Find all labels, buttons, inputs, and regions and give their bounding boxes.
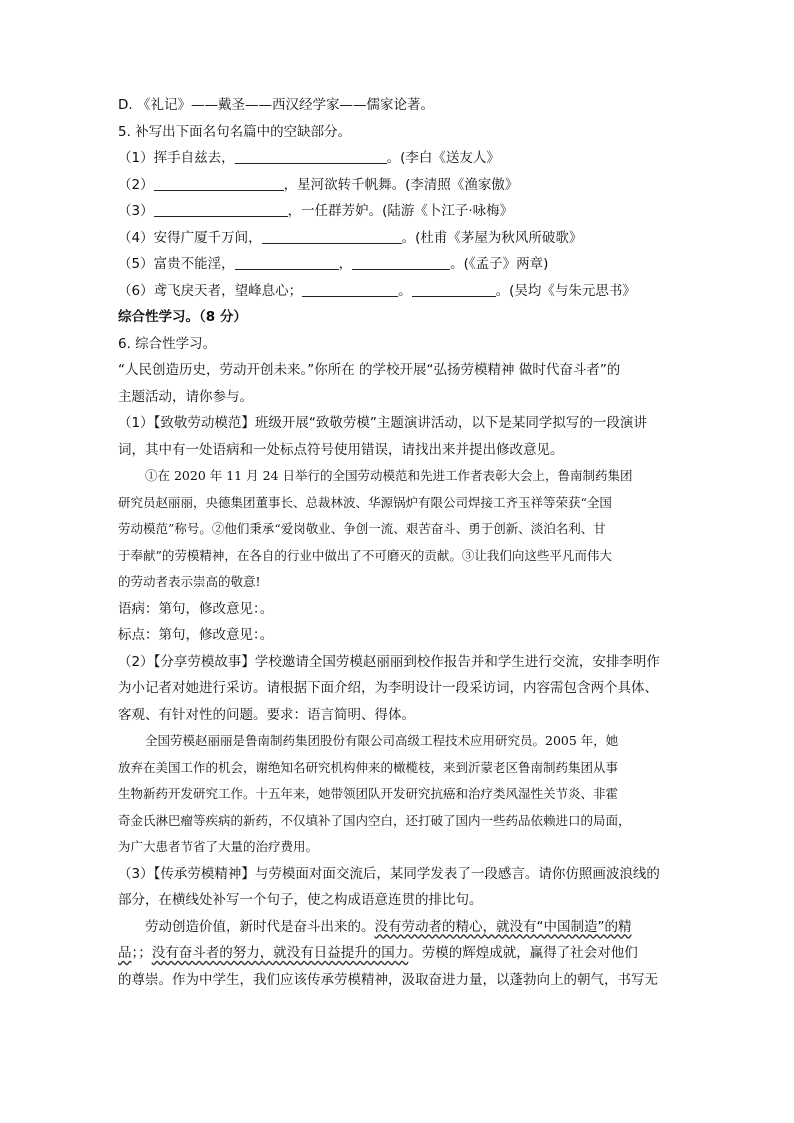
- speech-line: 研究员赵丽丽，央德集团董事长、总裁林波、华源锅炉有限公司焊接工齐玉祥等荣获“全国: [118, 494, 612, 510]
- speech-line: 的劳动者表示崇高的敬意!: [118, 574, 261, 589]
- intro-text-line: 放弃在美国工作的机会，谢绝知名研究机构伸来的橄榄枝，来到沂蒙老区鲁南制药集团从事: [118, 759, 619, 775]
- q5-item-5: [118, 251, 678, 278]
- q5-item-3-source: (陆游《卜江子·咏梅》: [382, 203, 514, 219]
- q5-item-4-source: 。(杜甫《茅屋为秋风所破歌》: [401, 229, 583, 246]
- answer-blank[interactable]: [302, 281, 398, 297]
- wavy-underlined-text: 没有奋斗者的努力，就没有日益提升的国力: [151, 945, 409, 961]
- q5-item-1: [118, 145, 678, 172]
- q5-item-1-source: 。(李白《送友人》: [386, 150, 500, 166]
- intro-text-line: 生物新药开发研究工作。十五年来，她带领团队开发研究抗癌和治疗类风湿性关节炎、非霍: [118, 786, 619, 801]
- q6-part3-prompt: （3）【传承劳模精神】与劳模面对面交流后，某同学发表了一段感言。请你仿照画波浪线的: [118, 865, 660, 882]
- q6-intro-line: “人民创造历史，劳动开创未来。”你所在 的学校开展“弘扬劳模精神 做时代奋斗者”的: [118, 362, 621, 378]
- q5-item-2-prefix: （2）: [118, 176, 154, 193]
- passage-line: [118, 914, 678, 941]
- section-heading: 综合性学习。（8 分）: [118, 309, 247, 325]
- q5-item-4: [118, 225, 678, 252]
- q6-part2-prompt: （2）【分享劳模故事】学校邀请全国劳模赵丽丽到校作报告并和学生进行交流，安排李明作: [118, 653, 660, 670]
- q5-item-2: [118, 172, 678, 199]
- q5-item-3-prefix: （3）: [118, 203, 154, 219]
- punctuation-answer[interactable]: 标点：第句，修改意见：。: [118, 627, 274, 643]
- wavy-underlined-text: 没有劳动者的精心，就没有“中国制造”的精: [374, 918, 632, 935]
- wavy-underlined-text: 品: [118, 945, 132, 961]
- answer-blank[interactable]: [154, 201, 288, 217]
- answer-blank[interactable]: [262, 228, 402, 244]
- q6-part1-prompt: （1）【致敬劳动模范】班级开展“致敬劳模”主题演讲活动，以下是某同学拟写的一段演讲: [118, 415, 647, 431]
- q6-title: 6. 综合性学习。: [118, 335, 217, 352]
- q5-item-1-text: （1）挥手自兹去，: [118, 150, 235, 166]
- passage-line: [118, 940, 678, 967]
- q5-item-6-text: （6）鸢飞戾天者，望峰息心；: [118, 282, 303, 299]
- intro-text-line: 为广大患者节省了大量的治疗费用。: [118, 839, 319, 854]
- q5-item-2-source: (李清照《渔家傲》: [405, 176, 519, 193]
- q6-part2-prompt: 为小记者对她进行采访。请根据下面介绍，为李明设计一段采访词，内容需包含两个具体、: [118, 680, 658, 696]
- q5-item-6-source: 。(吴均《与朱元思书》: [495, 282, 636, 299]
- answer-blank[interactable]: [235, 148, 387, 164]
- q5-item-5-text: （5）富贵不能淫，: [118, 256, 235, 272]
- q5-item-5-sep: ，: [338, 256, 353, 272]
- q5-item-2-text: ，星河欲转千帆舞。: [283, 176, 406, 193]
- grammar-answer[interactable]: 语病：第句，修改意见：。: [118, 600, 274, 617]
- intro-text-line: 奇金氏淋巴瘤等疾病的新药，不仅填补了国内空白，还打破了国内一些药品依赖进口的局面，: [118, 812, 631, 828]
- page-content: [118, 92, 678, 993]
- q5-item-6-sep: 。: [398, 282, 412, 299]
- q5-item-3-text: ，一任群芳妒。: [287, 203, 383, 219]
- q5-item-6: [118, 278, 678, 305]
- passage-line: 的尊崇。作为中学生，我们应该传承劳模精神，汲取奋进力量，以蓬勃向上的朝气，书写无: [118, 971, 658, 988]
- q6-intro-line: 主题活动，请你参与。: [118, 388, 253, 405]
- answer-slot[interactable]: ；；: [131, 945, 152, 961]
- speech-line: 劳动模范”称号。②他们秉承“爱岗敬业、争创一流、艰苦奋斗、勇于创新、淡泊名利、甘: [118, 521, 606, 536]
- speech-line: ①在 2020 年 11 月 24 日举行的全国劳动模范和先进工作者表彰大会上，鲁南制药集团: [145, 468, 633, 483]
- q5-item-3: [118, 198, 678, 225]
- answer-blank[interactable]: [235, 254, 339, 270]
- q5-item-5-source: 。(《孟子》两章): [450, 256, 549, 272]
- q6-part3-prompt: 部分，在横线处补写一个句子，使之构成语意连贯的排比句。: [118, 892, 483, 908]
- q6-part2-prompt: 客观、有针对性的问题。要求：语言简明、得体。: [118, 706, 415, 723]
- answer-blank[interactable]: [154, 175, 284, 191]
- q5-title: 5. 补写出下面名句名篇中的空缺部分。: [118, 123, 352, 140]
- passage-text: 劳动创造价值，新时代是奋斗出来的。: [145, 918, 375, 935]
- answer-blank[interactable]: [352, 254, 450, 270]
- intro-text-line: 全国劳模赵丽丽是鲁南制药集团股份有限公司高级工程技术应用研究员。2005 年，她: [145, 733, 619, 748]
- answer-blank[interactable]: [412, 281, 496, 297]
- speech-line: 于奉献”的劳模精神，在各自的行业中做出了不可磨灭的贡献。③让我们向这些平凡而伟大: [118, 547, 612, 563]
- q5-item-4-text: （4）安得广厦千万间，: [118, 229, 262, 246]
- option-d: D. 《礼记》——戴圣——西汉经学家——儒家论著。: [118, 97, 434, 113]
- passage-text: 。劳模的辉煌成就，赢得了社会对他们: [408, 945, 638, 961]
- q6-part1-prompt: 词，其中有一处语病和一处标点符号使用错误，请找出来并提出修改意见。: [118, 441, 564, 458]
